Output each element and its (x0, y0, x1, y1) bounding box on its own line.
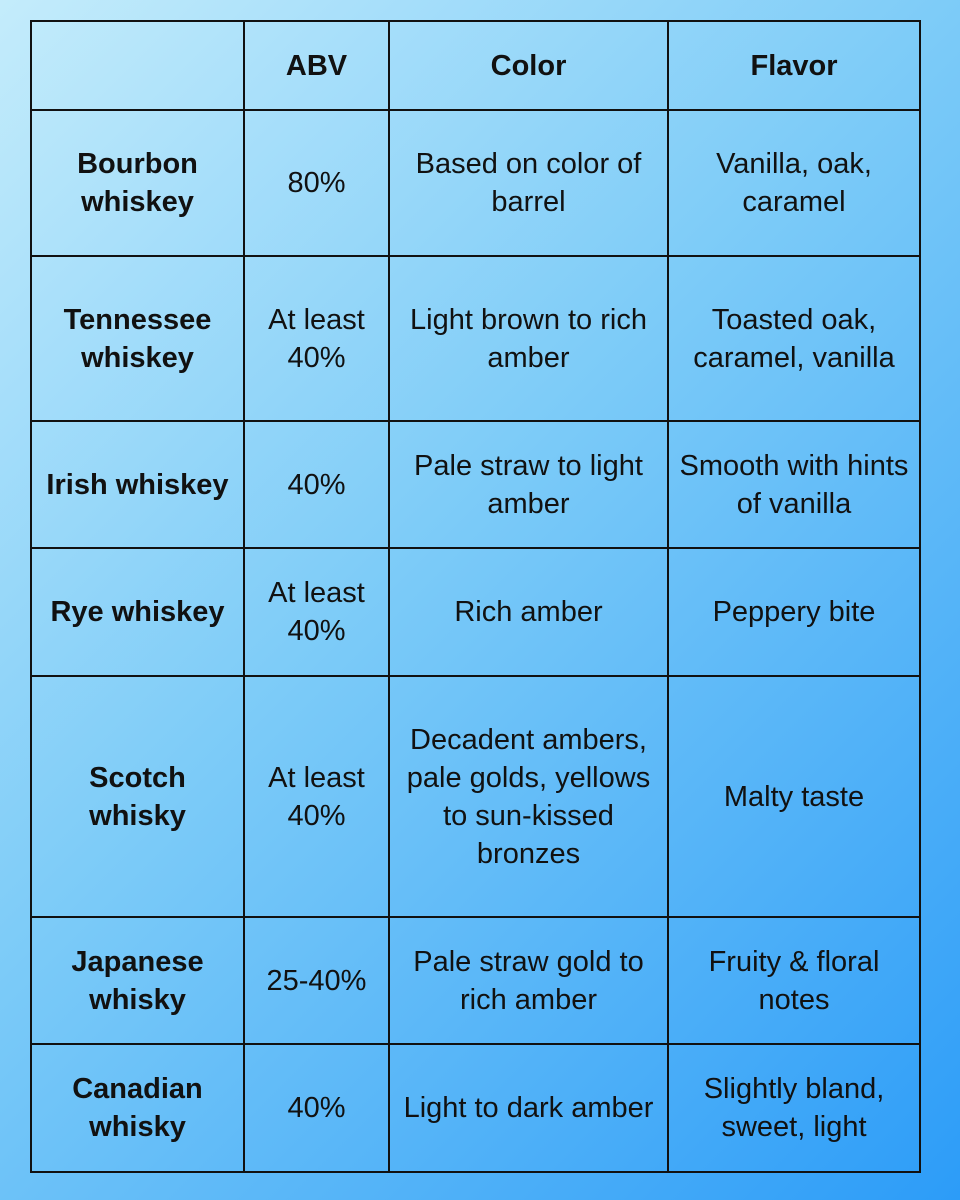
table-row (31, 917, 920, 1044)
flavor-cell: Slightly bland, sweet, light (668, 1044, 920, 1172)
whiskey-type-cell: Canadian whisky (31, 1044, 244, 1172)
color-cell: Light brown to rich amber (389, 256, 668, 421)
whiskey-comparison-table (30, 20, 921, 1173)
whiskey-type-cell: Tennessee whiskey (31, 256, 244, 421)
color-cell: Decadent ambers, pale golds, yellows to sun-kissed bronzes (389, 676, 668, 917)
whiskey-type-cell: Japanese whisky (31, 917, 244, 1044)
flavor-cell: Toasted oak, caramel, vanilla (668, 256, 920, 421)
flavor-cell: Peppery bite (668, 548, 920, 676)
whiskey-type-cell: Scotch whisky (31, 676, 244, 917)
table-row (31, 1044, 920, 1172)
abv-cell: At least 40% (244, 676, 389, 917)
table-row (31, 548, 920, 676)
table-row (31, 421, 920, 548)
abv-cell: 25-40% (244, 917, 389, 1044)
flavor-cell: Malty taste (668, 676, 920, 917)
flavor-cell: Vanilla, oak, caramel (668, 110, 920, 256)
flavor-cell: Fruity & floral notes (668, 917, 920, 1044)
abv-cell: 80% (244, 110, 389, 256)
color-cell: Rich amber (389, 548, 668, 676)
header-cell-abv: ABV (244, 21, 389, 110)
color-cell: Pale straw gold to rich amber (389, 917, 668, 1044)
abv-cell: 40% (244, 421, 389, 548)
table-row (31, 256, 920, 421)
abv-cell: At least 40% (244, 256, 389, 421)
abv-cell: 40% (244, 1044, 389, 1172)
color-cell: Pale straw to light amber (389, 421, 668, 548)
whiskey-type-cell: Irish whiskey (31, 421, 244, 548)
whiskey-type-cell: Rye whiskey (31, 548, 244, 676)
header-cell-color: Color (389, 21, 668, 110)
flavor-cell: Smooth with hints of vanilla (668, 421, 920, 548)
header-cell-flavor: Flavor (668, 21, 920, 110)
whiskey-type-cell: Bourbon whiskey (31, 110, 244, 256)
table-row (31, 676, 920, 917)
color-cell: Based on color of barrel (389, 110, 668, 256)
header-cell-type (31, 21, 244, 110)
table-header-row (31, 21, 920, 110)
abv-cell: At least 40% (244, 548, 389, 676)
whiskey-comparison-table-wrapper (30, 20, 919, 1171)
color-cell: Light to dark amber (389, 1044, 668, 1172)
table-row (31, 110, 920, 256)
